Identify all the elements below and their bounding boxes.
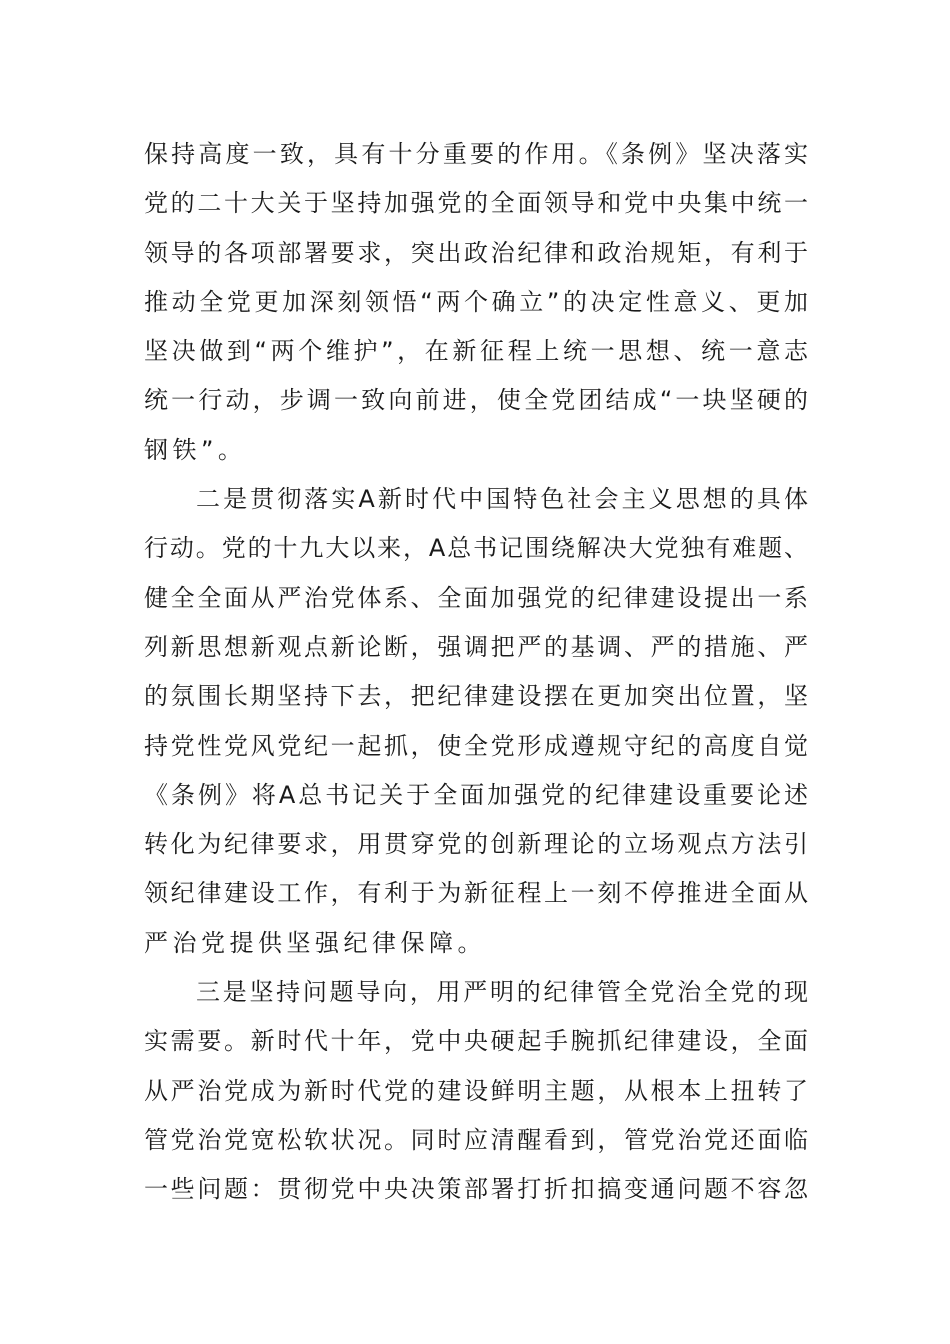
text-line: 健全全面从严治党体系、全面加强党的纪律建设提出一系	[144, 583, 808, 612]
text-line: 《条例》将A总书记关于全面加强党的纪律建设重要论述	[144, 780, 808, 809]
text-line: 二是贯彻落实A新时代中国特色社会主义思想的具体	[196, 485, 808, 514]
paragraph-3	[144, 968, 808, 1214]
text-line: 坚决做到“两个维护”，在新征程上统一思想、统一意志	[144, 337, 808, 366]
text-line: 统一行动，步调一致向前进，使全党团结成“一块坚硬的	[144, 386, 808, 415]
text-line: 领导的各项部署要求，突出政治纪律和政治规矩，有利于	[144, 238, 808, 267]
text-line: 实需要。新时代十年，党中央硬起手腕抓纪律建设，全面	[144, 1027, 808, 1056]
text-line: 从严治党成为新时代党的建设鲜明主题，从根本上扭转了	[144, 1076, 808, 1105]
text-line: 行动。党的十九大以来，A总书记围绕解决大党独有难题、	[144, 534, 808, 563]
text-line: 一些问题：贯彻党中央决策部署打折扣搞变通问题不容忽	[144, 1175, 808, 1204]
text-line: 领纪律建设工作，有利于为新征程上一刻不停推进全面从	[144, 879, 808, 908]
text-line: 管党治党宽松软状况。同时应清醒看到，管党治党还面临	[144, 1125, 808, 1154]
text-line: 保持高度一致，具有十分重要的作用。《条例》坚决落实	[144, 140, 808, 168]
text-line: 严治党提供坚强纪律保障。	[144, 928, 486, 957]
text-line: 三是坚持问题导向，用严明的纪律管全党治全党的现	[196, 978, 808, 1007]
text-line: 推动全党更加深刻领悟“两个确立”的决定性意义、更加	[144, 287, 808, 316]
text-line: 转化为纪律要求，用贯穿党的创新理论的立场观点方法引	[144, 830, 808, 859]
text-line: 的氛围长期坚持下去，把纪律建设摆在更加突出位置，坚	[144, 682, 808, 711]
paragraph-2	[144, 475, 808, 968]
document-body	[144, 130, 808, 1215]
text-line: 列新思想新观点新论断，强调把严的基调、严的措施、严	[144, 632, 808, 661]
text-line: 钢铁”。	[144, 435, 247, 464]
text-line: 党的二十大关于坚持加强党的全面领导和党中央集中统一	[144, 189, 808, 218]
paragraph-1	[144, 130, 808, 475]
text-line: 持党性党风党纪一起抓，使全党形成遵规守纪的高度自觉	[144, 731, 808, 760]
